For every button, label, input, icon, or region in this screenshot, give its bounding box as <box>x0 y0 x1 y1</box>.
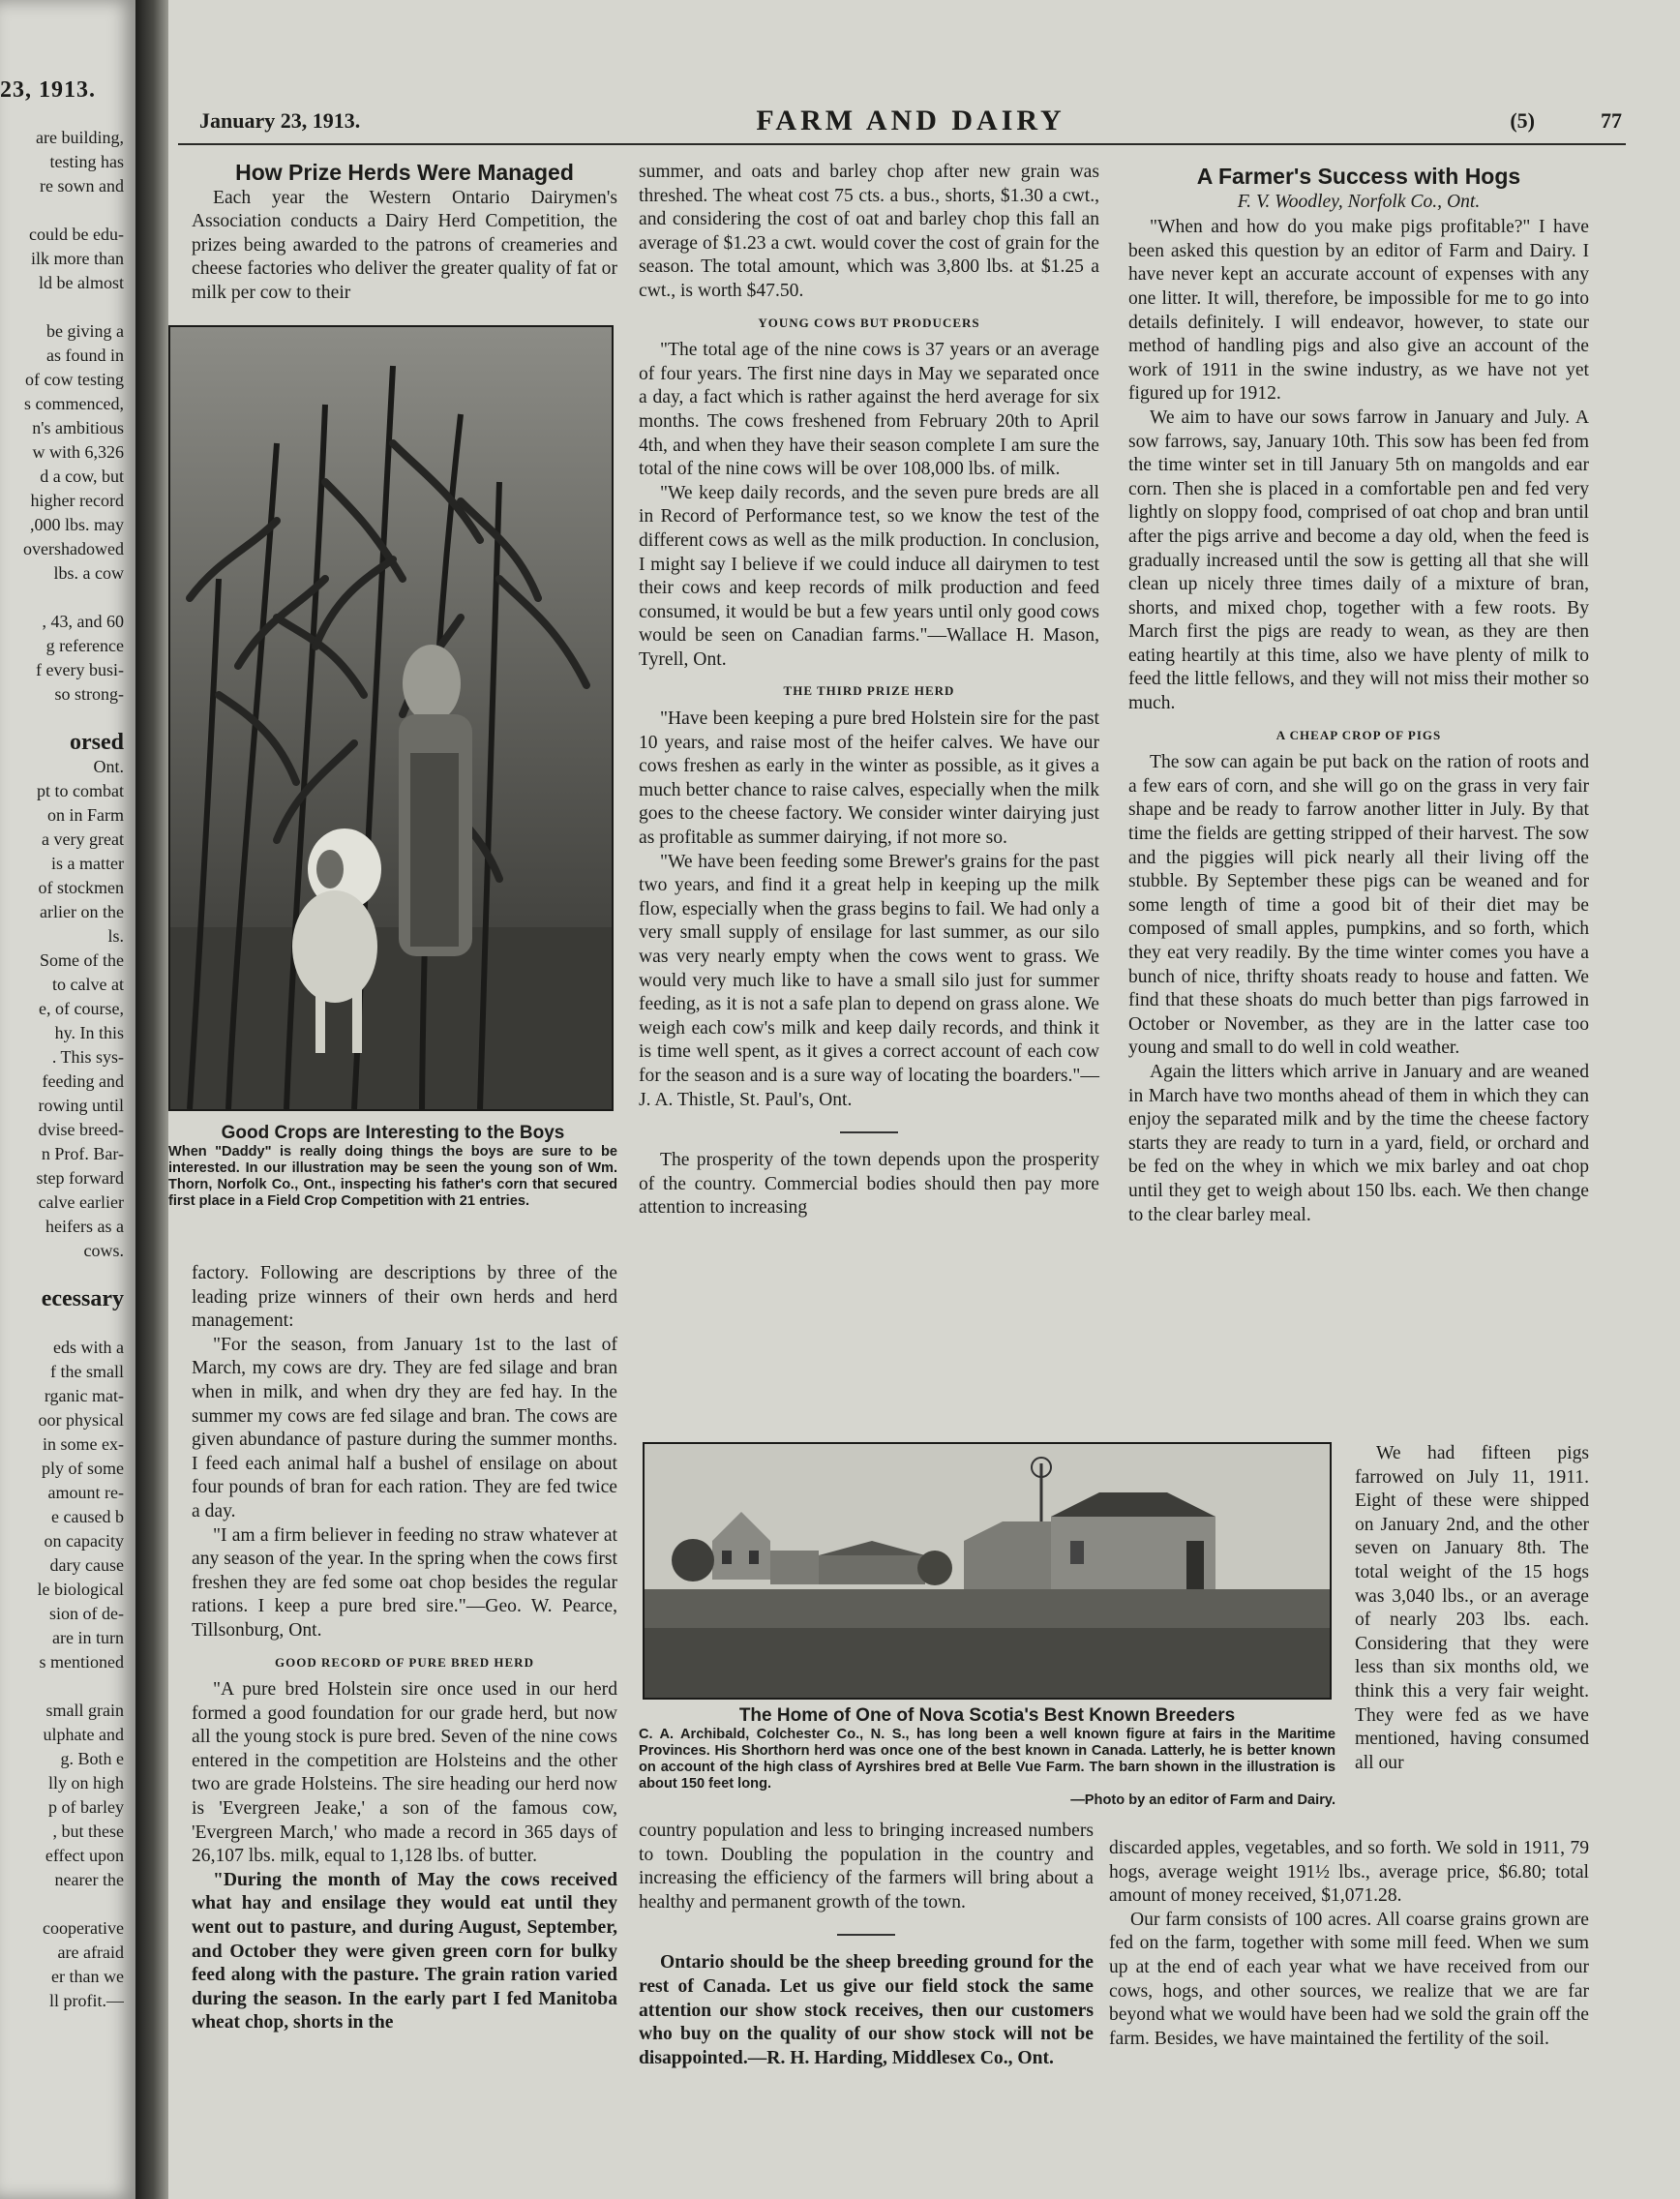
facing-page-line: calve earlier <box>38 1192 124 1212</box>
facing-page-line: rowing until <box>38 1096 124 1115</box>
facing-page-line: heifers as a <box>45 1217 124 1236</box>
issue-number: (5) <box>1510 108 1535 133</box>
facing-page-line: le biological <box>37 1580 124 1599</box>
facing-page-line: , 43, and 60 <box>42 612 124 631</box>
subhead: THE THIRD PRIZE HERD <box>783 683 955 699</box>
paragraph: The prosperity of the town depends upon the prosperity of the country. Commercial bodies should then pay more attention to increasing <box>639 1150 1099 1219</box>
facing-page-line: Some of the <box>40 950 124 970</box>
facing-page-line: ulphate and <box>43 1725 124 1744</box>
facing-page-line: sion of de- <box>49 1604 124 1623</box>
subhead: A CHEAP CROP OF PIGS <box>1275 727 1442 742</box>
facing-page-line <box>0 586 124 610</box>
divider <box>840 1131 898 1133</box>
facing-page-line: e caused b <box>51 1507 124 1526</box>
facing-page-line <box>0 1263 124 1287</box>
facing-page-line: orsed <box>70 731 124 755</box>
binding-gutter <box>135 0 168 2199</box>
facing-page-line: cooperative <box>43 1918 124 1938</box>
facing-page-line: on in Farm <box>47 805 124 825</box>
facing-page-line: on capacity <box>44 1531 124 1551</box>
paragraph: "During the month of May the cows received what hay and ensilage they would eat until they went out to pasture, and during August, September, and October they were given green corn for bulky feed along with the pasture. The grain ration varied during the season. In the early part I fed Manitoba wheat chop, shorts in the <box>192 1869 617 2033</box>
newspaper-page <box>168 0 1680 2199</box>
facing-page-line: lly on high <box>47 1773 124 1792</box>
farm-photo-caption-title: The Home of One of Nova Scotia's Best Known Breeders <box>738 1705 1236 1726</box>
farm-buildings-image <box>645 1444 1330 1698</box>
facing-page-line: . This sys- <box>51 1047 124 1067</box>
facing-page-line: oor physical <box>38 1410 124 1430</box>
facing-page-line: are building, <box>36 128 124 147</box>
paragraph: "I am a firm believer in feeding no straw whatever at any season of the year. In the spring when the cows first freshen they are fed some oat chop besides the regular rations. I keep a pure bred sire."—Geo. W. Pearce, Tillsonburg, Ont. <box>192 1524 617 1641</box>
page-number: 77 <box>1601 108 1622 133</box>
subhead: YOUNG COWS BUT PRODUCERS <box>758 315 980 330</box>
article-hogs-narrow-column <box>1355 1442 1589 1775</box>
facing-page-line: n Prof. Bar- <box>41 1144 124 1163</box>
facing-page-line: w with 6,326 <box>32 442 124 462</box>
article-intro: Each year the Western Ontario Dairymen's Association conducts a Dairy Herd Competition, the prizes being awarded to the patrons of creameries and cheese factories who deliver the greater quality of fat or milk per cow to their <box>192 187 617 303</box>
paragraph: Our farm consists of 100 acres. All coarse grains grown are fed on the farm, together with some mill feed. When we sum up at the end of each year what we have received from our cows, hogs, and other sources, we realize that we are far beyond what we would have been had we sold the grain off the farm. Besides, we have maintained the fertility of the soil. <box>1109 1909 1589 2049</box>
facing-page-line <box>0 198 124 223</box>
facing-page-line: of cow testing <box>25 370 124 389</box>
facing-page-line: ,000 lbs. may <box>30 515 124 534</box>
facing-page-line: ilk more than <box>31 249 124 268</box>
facing-page-line: dary cause <box>49 1555 124 1575</box>
facing-page-line: ls. <box>107 926 124 946</box>
facing-page-line: f the small <box>50 1362 124 1381</box>
facing-page-line <box>0 1892 124 1916</box>
facing-page-line <box>0 1311 124 1336</box>
facing-page-line: arlier on the <box>40 902 124 921</box>
facing-page-line: amount re- <box>47 1483 124 1502</box>
farm-photo-caption-body: C. A. Archibald, Colchester Co., N. S., has long been a well known figure at fairs in the Maritime Provinces. His Shorthorn herd was once one of the best known in Canada. Latterly, he is better known on account of the high class of Ayrshires bred at Belle Vue Farm. The barn shown in the illustration is about 150 feet long. <box>639 1727 1335 1792</box>
facing-page-line: overshadowed <box>23 539 124 558</box>
paragraph: Ontario should be the sheep breeding ground for the rest of Canada. Let us give our field stock the same attention our show stock receives, then our customers who buy on the quality of our show stock will not be disappointed.—R. H. Harding, Middlesex Co., Ont. <box>639 1952 1094 2068</box>
facing-page-line: rganic mat- <box>44 1386 124 1405</box>
paragraph: country population and less to bringing increased numbers to town. Doubling the population in the country and increasing the efficiency of the farmers will bring about a healthy and permanent growth of the town. <box>639 1821 1094 1913</box>
article-hogs-column <box>1128 165 1589 1227</box>
article-prize-herds-column-1 <box>192 161 617 306</box>
paragraph: factory. Following are descriptions by three of the leading prize winners of their own herds and herd management: <box>192 1263 617 1332</box>
facing-page-line: are in turn <box>52 1628 124 1647</box>
facing-page-line <box>0 707 124 731</box>
facing-page-line: effect upon <box>45 1846 124 1865</box>
paragraph: discarded apples, vegetables, and so forth. We sold in 1911, 79 hogs, average weight 191½ lbs., average price, $6.80; total amount of money received, $1,071.28. <box>1109 1838 1589 1907</box>
facing-page-line: re sown and <box>40 176 124 196</box>
paragraph: We had fifteen pigs farrowed on July 11, 1911. Eight of these were shipped on January 2nd, and the other seven on January 8th. The total weight of the 15 hogs was 3,040 lbs., or an average of nearly 203 lbs. each. Considering that they were less than six months old, we think this a very fair weight. They were fed as we have mentioned, having consumed all our <box>1355 1443 1589 1773</box>
facing-page-edge <box>0 0 135 2199</box>
corn-field-photo <box>168 325 614 1111</box>
editorial-column <box>639 1820 1094 2070</box>
paragraph: "Have been keeping a pure bred Holstein sire for the past 10 years, and raise most of the heifer calves. We have our cows freshen as early in the winter as possible, as it gives a much better chance to raise calves, especially when the milk goes to the cheese factory. We consider winter dairying just as profitable as summer dairying, if not more so. <box>639 708 1099 849</box>
facing-page-line: is a matter <box>51 854 124 873</box>
facing-page-line: feeding and <box>42 1071 124 1091</box>
facing-page-header: 23, 1913. <box>0 77 96 103</box>
facing-page-line: ecessary <box>41 1287 124 1311</box>
facing-page-line: lbs. a cow <box>53 563 124 583</box>
facing-page-line: f every busi- <box>36 660 124 679</box>
facing-page-line: testing has <box>49 152 124 171</box>
facing-page-line: cows. <box>83 1241 124 1260</box>
facing-page-line: eds with a <box>53 1338 124 1357</box>
paragraph: We aim to have our sows farrow in January and July. A sow farrows, say, January 10th. This sow has been fed from the time winter set in till January 5th on mangolds and ear corn. Then she is placed in a comfortable pen and fed very lightly on sloppy food, comprised of oat chop and bran until after the pigs arrive and become a day old, when the feed is gradually increased until the sow is getting all that she will clean up nicely three times daily of a mixture of bran, shorts, and mixed chop, together with a few roots. By March first the pigs are ready to wean, as they are then eating heartily at this time, also we have plenty of milk to feed the little fellows, and they will not miss their mother so much. <box>1128 407 1589 714</box>
facing-page-line: g. Both e <box>60 1749 124 1768</box>
facing-page-line: small grain <box>45 1701 124 1720</box>
article-prize-herds-column-2 <box>639 161 1099 1220</box>
facing-page-line: s mentioned <box>39 1652 124 1672</box>
byline: F. V. Woodley, Norfolk Co., Ont. <box>1237 191 1481 212</box>
page-header <box>199 105 1622 147</box>
facing-page-line <box>0 1674 124 1699</box>
article-title: A Farmer's Success with Hogs <box>1196 164 1521 189</box>
facing-page-line: step forward <box>36 1168 124 1188</box>
corn-photo-caption-body: When "Daddy" is really doing things the boys are sure to be interested. In our illustration may be seen the young son of Wm. Thorn, Norfolk Co., Ont., inspecting his father's corn that secured first place in a Field Crop Competition with 21 entries. <box>168 1144 617 1209</box>
facing-page-line: hy. In this <box>54 1023 124 1042</box>
facing-page-line: a very great <box>42 829 124 849</box>
farm-photo-caption <box>639 1705 1335 1809</box>
facing-page-line: in some ex- <box>43 1434 124 1454</box>
farm-photo <box>643 1442 1332 1700</box>
masthead: FARM AND DAIRY <box>756 105 1065 136</box>
photo-credit: —Photo by an editor of Farm and Dairy. <box>1070 1792 1335 1808</box>
facing-page-line: g reference <box>45 636 124 655</box>
paragraph: summer, and oats and barley chop after new grain was threshed. The wheat cost 75 cts. a bus., shorts, $1.30 a cwt., and considering the cost of oat and barley chop this fall an average of $1.23 a cwt. would cover the cost of grain for the season. The total amount, which was 3,800 lbs. at $1.25 a cwt., is worth $47.50. <box>639 162 1099 301</box>
corn-photo-caption-title: Good Crops are Interesting to the Boys <box>221 1123 565 1143</box>
corn-field-image <box>170 327 612 1109</box>
facing-page-line: dvise breed- <box>38 1120 124 1139</box>
paragraph: Again the litters which arrive in January and are weaned in March have two months ahead of them in which they can enjoy the separated milk and by the time the cheese factory starts they are ready to turn in a yard, field, or orchard and be fed on the whey in which we mix barley and oat chop until they get to weigh about 150 lbs. each. We then change to the clear barley meal. <box>1128 1061 1589 1225</box>
facing-page-line: nearer the <box>54 1870 124 1889</box>
article-hogs-column-cont <box>1109 1837 1589 2051</box>
facing-page-line <box>0 295 124 319</box>
facing-page-line: to calve at <box>52 975 124 994</box>
facing-page-line: could be edu- <box>29 225 124 244</box>
paragraph: "The total age of the nine cows is 37 years or an average of four years. The first nine days in May we separated once a day, a fact which is rather against the herd average for six months. The cows freshened from February 20th to April 4th, and when they have their season complete I am sure the total of the nine cows will be over 108,000 lbs. of milk. <box>639 340 1099 480</box>
paragraph: "For the season, from January 1st to the last of March, my cows are dry. They are fed silage and bran when in milk, and when dry they are fed hay. In the summer my cows are fed silage and bran. The cows are given abundance of pasture during the summer months. I feed each animal half a bushel of ensilage on about four pounds of bran for each ration. They are fed twice a day. <box>192 1334 617 1521</box>
facing-page-line: p of barley <box>48 1797 124 1817</box>
facing-page-line: ll profit.— <box>49 1991 124 2010</box>
divider <box>837 1934 895 1936</box>
facing-page-line: ply of some <box>42 1459 124 1478</box>
facing-page-line: s commenced, <box>24 394 124 413</box>
paragraph: "When and how do you make pigs profitable?" I have been asked this question by an editor of Farm and Dairy. I have never kept an accurate account of expenses with any one litter. It will, therefore, be impossible for me to go into details definitely. I will endeavor, however, to state our method of handling pigs and also give an account of the work of 1911 in the swine industry, as we have not yet figured up for 1912. <box>1128 217 1589 405</box>
facing-page-line: , but these <box>52 1822 124 1841</box>
paragraph: The sow can again be put back on the ration of roots and a few ears of corn, and she will go on the grass in very fair shape and be ready to farrow another litter in July. By that time the fields are getting stripped of their harvest. The sow and the piggies will pick nearly all their living off the stubble. By September these pigs can be weaned and for some length of time a good bit of their diet may be composed of small apples, pumpkins, and so forth, which they eat very readily. By the time winter comes you have a bunch of nice, thrifty shoats ready to house and fatten. We find that these shoats do much better than pigs farrowed in October or November, as they are in the latter case too young and small to do well in cold weather. <box>1128 752 1589 1059</box>
facing-page-line: ld be almost <box>39 273 124 292</box>
facing-page-line: er than we <box>51 1967 124 1986</box>
facing-page-line: of stockmen <box>38 878 124 897</box>
facing-page-line: pt to combat <box>37 781 124 800</box>
paragraph: "We have been feeding some Brewer's grains for the past two years, and find it a great help in keeping up the milk flow, especially when the grass begins to fail. We had only a very small supply of ensilage for last summer, as our silo was very nearly empty when the cows went to grass. We would very much like to have a small silo just for summer feeding, as it is not a safe plan to depend on grass alone. We weigh each cow's milk and keep daily records, and think it is time well spent, as it gives a correct account of each cow for the season and is a sure way of locating the boarders."—J. A. Thistle, St. Paul's, Ont. <box>639 851 1099 1110</box>
facing-page-line: be giving a <box>46 321 124 341</box>
facing-page-line: d a cow, but <box>40 467 124 486</box>
facing-page-line: Ont. <box>93 757 124 776</box>
facing-page-line: so strong- <box>54 684 124 704</box>
facing-page-line: are afraid <box>57 1943 124 1962</box>
issue-date: January 23, 1913. <box>199 108 361 133</box>
facing-page-line: as found in <box>46 346 124 365</box>
facing-page-text <box>0 126 124 2013</box>
article-title: How Prize Herds Were Managed <box>235 160 574 185</box>
facing-page-line: e, of course, <box>39 999 124 1018</box>
paragraph: "A pure bred Holstein sire once used in our herd formed a good foundation for our grade herd, but now all the young stock is pure bred. Seven of the nine cows entered in the competition are Holsteins and the other two are grade Holsteins. The sire heading our herd now is 'Evergreen Jeake,' a son of the famous cow, 'Evergreen March,' who made a record in 365 days of 26,107 lbs. milk, equal to 1,128 lbs. of butter. <box>192 1679 617 1867</box>
paragraph: "We keep daily records, and the seven pure breds are all in Record of Performance test, so we know the test of the different cows as well as the milk production. In conclusion, I might say I believe if we could induce all dairymen to test their cows and keep records of milk production and feed consumed, it would be but a few years until only good cows would be seen on Canadian farms."—Wallace H. Mason, Tyrell, Ont. <box>639 482 1099 670</box>
facing-page-line: higher record <box>30 491 124 510</box>
subhead: GOOD RECORD OF PURE BRED HERD <box>275 1654 534 1670</box>
header-rule <box>178 143 1626 145</box>
article-prize-herds-column-1-cont <box>192 1262 617 2035</box>
corn-photo-caption <box>168 1123 617 1210</box>
facing-page-line: n's ambitious <box>32 418 124 437</box>
